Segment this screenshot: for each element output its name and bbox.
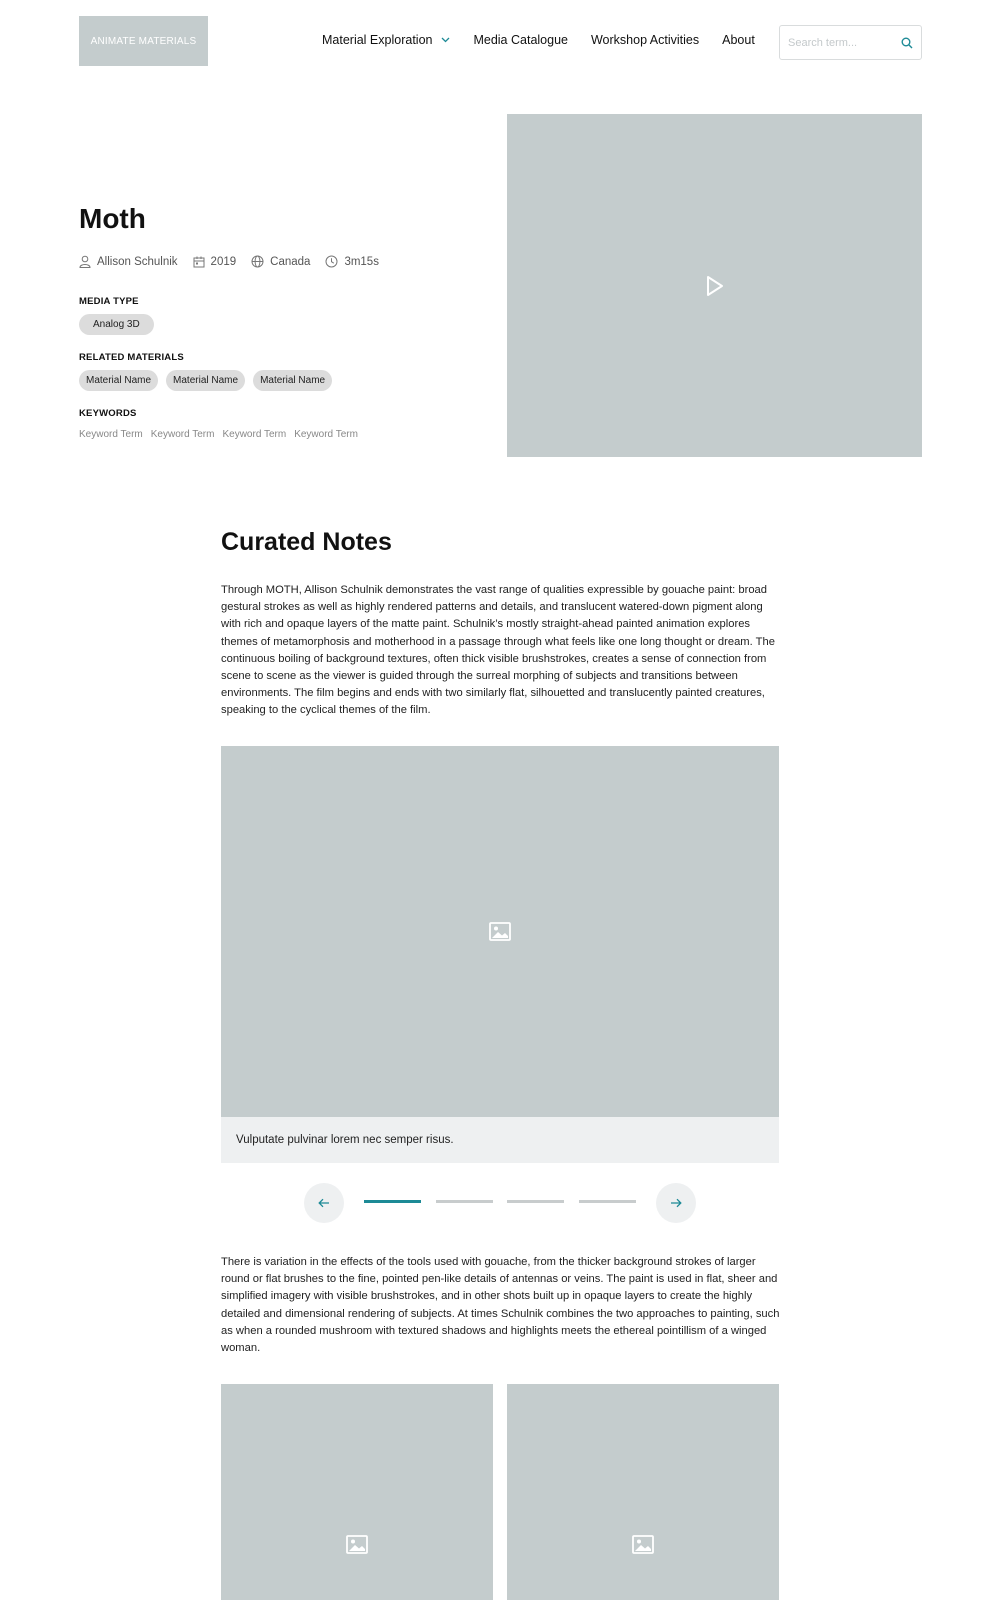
chevron-down-icon[interactable] xyxy=(441,37,450,43)
video-player[interactable] xyxy=(507,114,922,457)
nav-material-exploration-label: Material Exploration xyxy=(322,33,433,47)
nav-material-exploration[interactable] xyxy=(322,33,450,47)
thumbnail-image-1 xyxy=(221,1384,493,1600)
clock-icon xyxy=(325,255,338,268)
meta-duration xyxy=(325,255,379,268)
media-type-chips xyxy=(79,314,162,335)
meta-country xyxy=(251,255,310,268)
user-icon xyxy=(79,255,91,268)
film-meta xyxy=(79,255,394,268)
image-icon xyxy=(346,1535,368,1554)
nav-media-catalogue-label: Media Catalogue xyxy=(473,33,568,47)
duration-value: 3m15s xyxy=(344,255,379,268)
arrow-left-icon xyxy=(318,1198,330,1208)
main-nav xyxy=(322,33,778,47)
play-icon[interactable] xyxy=(705,275,725,297)
arrow-right-icon xyxy=(670,1198,682,1208)
gallery-dot-1[interactable] xyxy=(364,1200,421,1203)
gallery-dot-2[interactable] xyxy=(436,1200,493,1203)
related-material-chip[interactable]: Material Name xyxy=(79,370,158,391)
calendar-icon xyxy=(193,256,205,268)
notes-paragraph-1: Through MOTH, Allison Schulnik demonstrates the vast range of qualities expressible by gouache paint: broad gestural strokes as well as highly rendered patterns and details, and translucent watered-down pigment along with rich and opaque layers of the matte paint. Schulnik’s mostly straight-ahead painted animation explores themes of metamorphosis and motherhood in a passage through what feels like one long thought or dream. The continuous boiling of background textures, often thick visible brushstrokes, creates a sense of connection from scene to scene as the viewer is guided through the surreal morphing of subjects and transitions between environments. The film begins and ends with two similarly flat, silhouetted and translucently painted creatures, speaking to the cyclical themes of the film. xyxy=(221,584,775,717)
image-icon xyxy=(632,1535,654,1554)
keyword-term[interactable]: Keyword Term xyxy=(150,429,215,440)
gallery-dot-4[interactable] xyxy=(579,1200,636,1203)
year-value: 2019 xyxy=(210,255,237,268)
nav-about-label: About xyxy=(722,33,755,47)
globe-icon xyxy=(251,255,264,268)
thumbnail-image-2 xyxy=(507,1384,779,1600)
media-type-chip[interactable]: Analog 3D xyxy=(79,314,154,335)
search-input[interactable] xyxy=(788,37,898,49)
country-value: Canada xyxy=(270,255,311,268)
keyword-list xyxy=(79,429,366,440)
page-title: Moth xyxy=(79,203,146,234)
nav-media-catalogue[interactable] xyxy=(473,33,568,47)
gallery-caption xyxy=(221,1117,779,1163)
related-materials-chips xyxy=(79,370,340,391)
keyword-term[interactable]: Keyword Term xyxy=(222,429,287,440)
search-icon[interactable] xyxy=(901,37,913,49)
keyword-term[interactable]: Keyword Term xyxy=(294,429,358,440)
meta-author xyxy=(79,255,178,268)
gallery-prev-button[interactable] xyxy=(304,1183,344,1223)
related-material-chip[interactable]: Material Name xyxy=(253,370,332,391)
author-name: Allison Schulnik xyxy=(97,255,178,268)
nav-workshop-activities[interactable] xyxy=(591,33,699,47)
gallery-next-button[interactable] xyxy=(656,1183,696,1223)
keywords-label: KEYWORDS xyxy=(79,408,137,419)
curated-notes-title: Curated Notes xyxy=(221,528,392,556)
media-type-label: MEDIA TYPE xyxy=(79,296,139,307)
image-icon xyxy=(489,922,511,941)
keyword-term[interactable]: Keyword Term xyxy=(79,429,143,440)
logo-text: ANIMATE MATERIALS xyxy=(90,35,197,47)
gallery-caption-text: Vulputate pulvinar lorem nec semper risus. xyxy=(236,1134,454,1146)
nav-workshop-activities-label: Workshop Activities xyxy=(590,33,700,47)
search-box xyxy=(779,25,922,60)
related-materials-label: RELATED MATERIALS xyxy=(79,352,184,363)
notes-paragraph-2: There is variation in the effects of the tools used with gouache, from the thicker background strokes of larger round or flat brushes to the fine, pointed pen-like details of antennas or veins. The paint is used in flat, sheer and simplified imagery with visible brushstrokes, and in other shots built up in opaque layers to create the highly detailed and dimensional rendering of subjects. At times Schulnik combines the two approaches to painting, such as when a rounded mushroom with textured shadows and highlights meets the ethereal pointillism of a winged woman. xyxy=(221,1256,780,1355)
related-material-chip[interactable]: Material Name xyxy=(166,370,245,391)
gallery-dot-3[interactable] xyxy=(507,1200,564,1203)
site-logo[interactable] xyxy=(79,16,208,66)
nav-about[interactable] xyxy=(722,33,755,47)
meta-year xyxy=(193,256,237,268)
gallery-image xyxy=(221,746,779,1117)
